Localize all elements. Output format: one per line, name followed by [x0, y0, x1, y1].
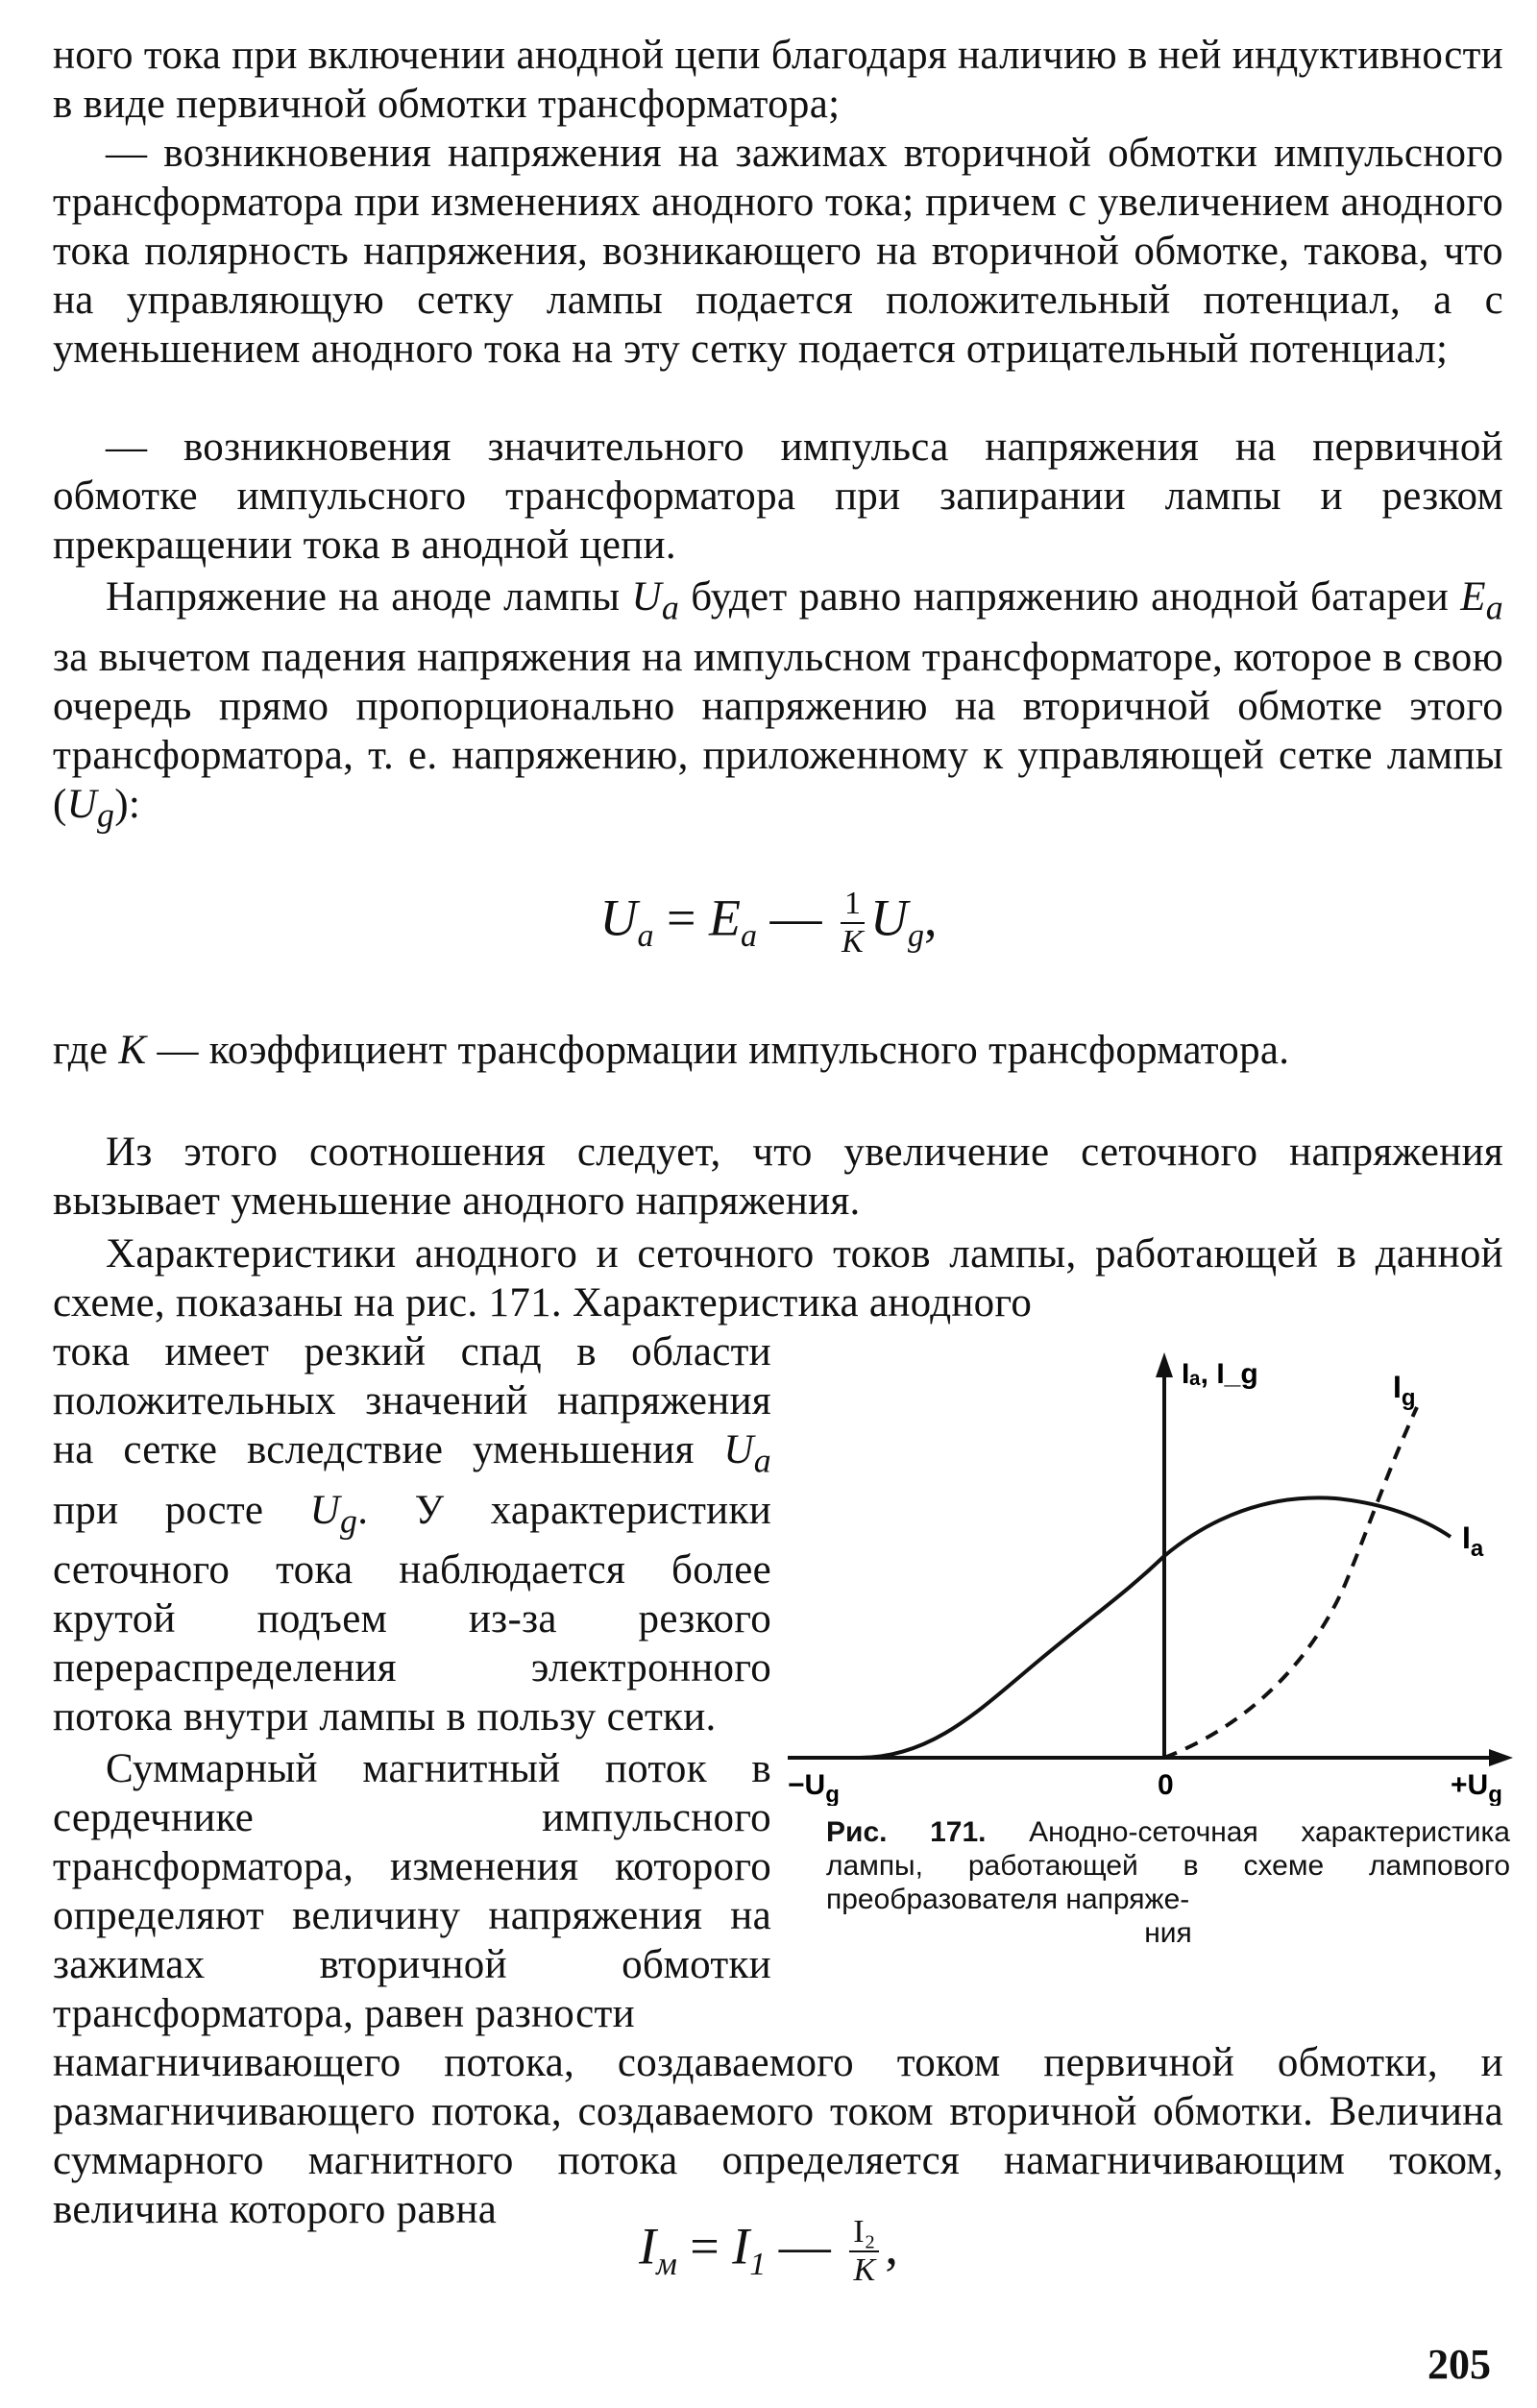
formula-anode-voltage: $U_a = E_a$ — $\frac{1}{K}$ $U_g$,: [599, 886, 938, 960]
x-axis-plus-ug: $+U_g$: [1451, 1769, 1502, 1806]
x-axis-zero: 0: [1158, 1769, 1174, 1801]
paragraph-5: где K — коэффициент трансформации импульсного трансформатора.: [53, 1028, 1290, 1073]
anode-current-curve: [860, 1497, 1451, 1758]
x-axis-minus-ug: $-U_g$: [788, 1769, 840, 1806]
ia-curve-label: $I_a$: [1462, 1520, 1484, 1562]
y-axis-label: Iₐ, I_g: [1182, 1358, 1258, 1390]
paragraph-7-wrap: тока имеет резкий спад в области положительных значений напряжения на сетке вследствие уменьшения $U_a$ при росте $U_g$. У характеристики сеточного тока наблюдается более крутой подъем из-за резкого перераспределения электронного потока внутри лампы в пользу сетки.: [53, 1329, 771, 1740]
paragraph-4: Напряжение на аноде лампы $U_a$ будет равно напряжению анодной батареи $E_a$ за вычетом падения напряжения на импульсном трансформаторе, которое в свою очередь прямо пропорционально напряжению на вторичной обмотке этого трансформатора, т. е. напряжению, приложенному к управляющей сетке лампы $(U_g)$:: [53, 574, 1503, 835]
x-axis-arrow: [1489, 1749, 1513, 1766]
paragraph-7-full: Характеристики анодного и сеточного токов лампы, работающей в данной схеме, показаны на рис. 171. Характеристика анодного: [53, 1231, 1503, 1326]
figure-171: [788, 1345, 1518, 1806]
paragraph-8-full: намагничивающего потока, создаваемого током первичной обмотки, и размагничивающего потока, создаваемого током вторичной обмотки. Величина суммарного магнитного потока определяется намагничивающим током, величина которого равна: [53, 2040, 1503, 2232]
formula-fraction: $\frac{1}{K}$: [842, 886, 864, 960]
figure-171-caption: Рис. 171. Анодно-сеточная характеристика лампы, работающей в схеме лампового преобразователя напряже- ния: [826, 1816, 1510, 1949]
paragraph-1: ного тока при включении анодной цепи благодаря наличию в ней индуктивности в виде первичной обмотки трансформатора;: [53, 33, 1503, 127]
ig-curve-label: $I_g$: [1393, 1370, 1416, 1411]
formula2-fraction: $\frac{\text{I₂}}{K}$: [849, 2214, 879, 2289]
paragraph-8-wrap: Суммарный магнитный поток в сердечнике импульсного трансформатора, изменения которого определяют величину напряжения на зажимах вторичной обмотки трансформатора, равен разности: [53, 1746, 771, 2036]
paragraph-2: — возникновения напряжения на зажимах вторичной обмотки импульсного трансформатора при изменениях анодного тока; причем с увеличением анодного тока полярность напряжения, возникающего на вторичной обмотке, такова, что на управляющую сетку лампы подается положительный потенциал, а с уменьшением анодного тока на эту сетку подается отрицательный потенциал;: [53, 131, 1503, 372]
y-axis-arrow: [1156, 1352, 1173, 1377]
paragraph-3: — возникновения значительного импульса напряжения на первичной обмотке импульсного трансформатора при запирании лампы и резком прекращении тока в анодной цепи.: [53, 425, 1503, 568]
formula-magnetizing-current: $I_м = I_1$ — $\frac{\text{I₂}}{K}$ ,: [639, 2214, 898, 2288]
paragraph-6: Из этого соотношения следует, что увеличение сеточного напряжения вызывает уменьшение анодного напряжения.: [53, 1130, 1503, 1224]
grid-current-curve: [1164, 1407, 1417, 1758]
page-number: 205: [1427, 2341, 1491, 2388]
